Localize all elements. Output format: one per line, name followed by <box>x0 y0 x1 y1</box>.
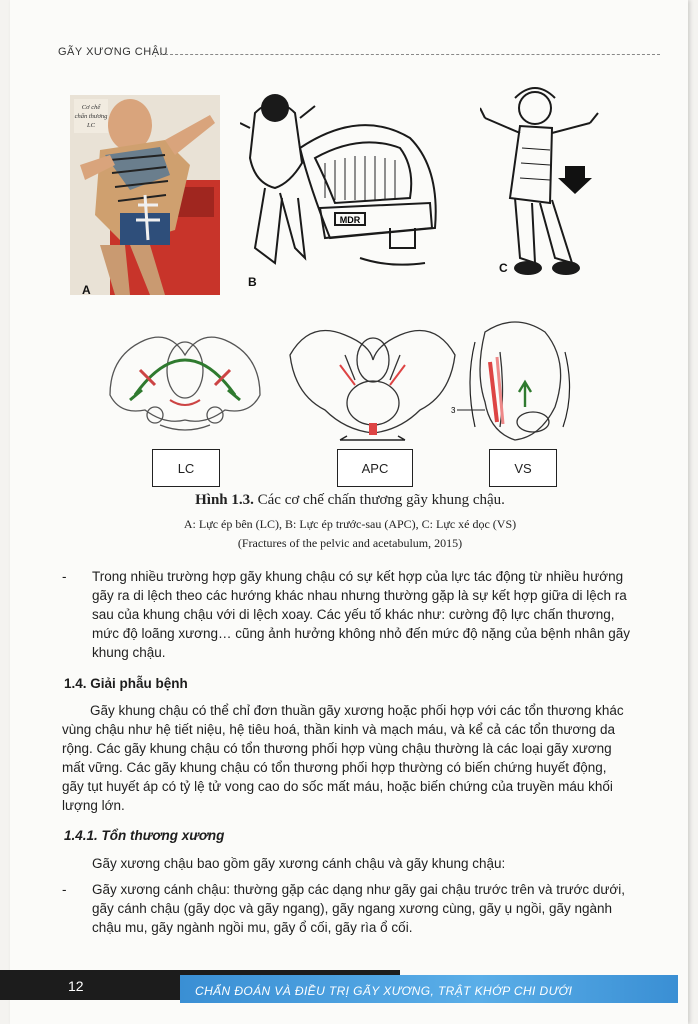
running-header: GÃY XƯƠNG CHẬU <box>58 46 168 58</box>
panel-a-illustration <box>70 95 220 295</box>
section-paragraph: Gãy khung chậu có thể chỉ đơn thuần gãy xương hoặc phối hợp với các tổn thương khác vùng chậu như hệ tiết niệu, hệ tiêu hoá, thần kinh và mạch máu, và kể cả các tổn thương da rộng. Các gãy khung chậu có tổn thương phối hợp vùng chậu thường là các loại gãy xương mất vững. Các gãy khung chậu có tổn thương phối hợp thường có biến chứng huyết động, gãy tụt huyết áp có tỷ lệ tử vong cao do sốc mất máu, hoặc biến chứng của truyền máu khối lượng lớn. <box>62 703 624 813</box>
mechanism-box-lc: LC <box>152 449 220 487</box>
bullet-marker: - <box>62 569 67 584</box>
figure-caption-source: (Fractures of the pelvic and acetabulum, 2015) <box>237 536 463 550</box>
panel-a-label: A <box>82 283 91 297</box>
header-rule <box>160 54 660 55</box>
svg-text:Cơ chế: Cơ chế <box>81 104 101 111</box>
subsection-heading: 1.4.1. Tổn thương xương <box>64 828 225 843</box>
section-heading: 1.4. Giải phẫu bệnh <box>64 676 188 691</box>
panel-b-label: B <box>248 275 257 289</box>
mechanism-box-apc: APC <box>337 449 413 487</box>
svg-text:chấn thương: chấn thương <box>74 113 108 120</box>
figure-caption <box>60 492 640 509</box>
bullet-paragraph-1: Trong nhiều trường hợp gãy khung chậu có sự kết hợp của lực tác động từ nhiều hướng gãy ra di lệch theo các hướng khác nhau nhưng thường gặp là sự kết hợp giữa di lệch ra sau của khung chậu với di lệch xoay. Các yếu tố khác như: cường độ lực chấn thương, mức độ loãng xương… cũng ảnh hưởng không nhỏ đến mức độ nặng của bệnh nhân gãy khung chậu. <box>92 569 630 660</box>
footer-book-title: CHẨN ĐOÁN VÀ ĐIỀU TRỊ GÃY XƯƠNG, TRẬT KHỚP CHI DƯỚI <box>195 984 573 998</box>
pelvis-diagram-lc <box>100 315 270 450</box>
figure-caption-legend: A: Lực ép bên (LC), B: Lực ép trước-sau (APC), C: Lực xé dọc (VS) <box>183 517 517 531</box>
panel-c-illustration <box>480 78 620 288</box>
figure-caption-label: Hình 1.3. <box>195 492 254 508</box>
subsection-intro: Gãy xương chậu bao gồm gãy xương cánh chậu và gãy khung chậu: <box>92 856 506 871</box>
bullet-marker: - <box>62 882 67 897</box>
panel-b-illustration <box>240 88 440 288</box>
page-number: 12 <box>68 978 84 994</box>
svg-text:LC: LC <box>87 122 95 129</box>
panel-c-label: C <box>499 261 508 275</box>
panel-b-plate: MDR <box>339 215 361 225</box>
figure-caption-title: Các cơ chế chấn thương gãy khung chậu. <box>253 492 505 508</box>
pelvis-diagram-vs <box>445 312 585 452</box>
bullet-paragraph-2: Gãy xương cánh chậu: thường gặp các dạng như gãy gai chậu trước trên và trước dưới, gãy cánh chậu (gãy dọc và gãy ngang), gãy ngang xương cùng, gãy ụ ngồi, gãy ngành chậu mu, gãy ngành ngồi mu, gãy ổ cối, gãy rìa ổ cối. <box>92 882 626 935</box>
mechanism-box-vs: VS <box>489 449 557 487</box>
vs-marker: 3 <box>451 406 456 415</box>
pelvis-diagram-apc <box>285 315 460 450</box>
